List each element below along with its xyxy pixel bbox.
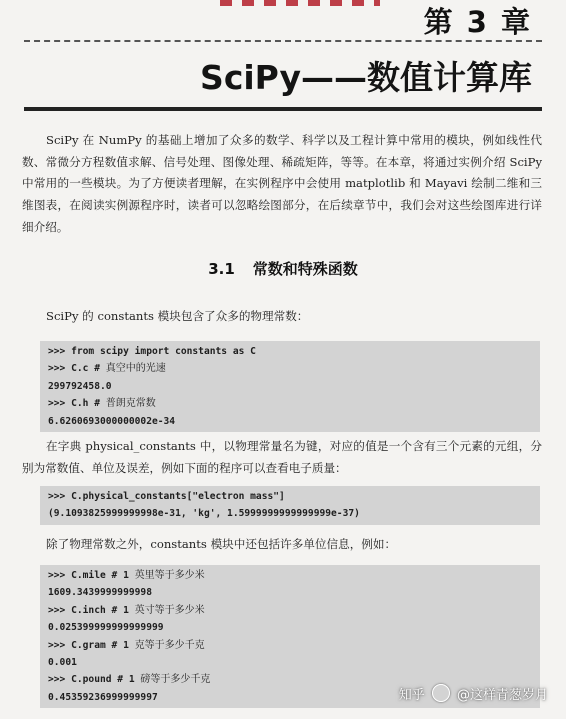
watermark: [399, 684, 548, 703]
code-line: 0.45359236999999997: [48, 691, 158, 703]
chapter-title: SciPy——数值计算库: [200, 58, 532, 97]
title-divider: [24, 107, 542, 111]
units-paragraph: 除了物理常数之外，constants 模块中还包括许多单位信息，例如：: [46, 537, 397, 551]
physical-constants-paragraph: 在字典 physical_constants 中，以物理常量名为键，对应的值是一个含有三个元素的元组，分别为常数值、单位及误差，例如下面的程序可以查看电子质量：: [22, 439, 542, 475]
intro-paragraph: SciPy 在 NumPy 的基础上增加了众多的数学、科学以及工程计算中常用的模块，例如线性代数、常微分方程数值求解、信号处理、图像处理、稀疏矩阵，等等。在本章，将通过实例介绍 SciPy 中常用的一些模块。为了方便读者理解，在实例程序中会使用 matplotlib 和 Mayavi 绘制二维和三维图表，在阅读实例源程序时，读者可以忽略绘图部分，在后续章节中，我们会对这些绘图库进行详细介绍。: [22, 133, 542, 234]
code-line: >>> C.pound # 1 磅等于多少千克: [48, 674, 211, 686]
section-heading: [0, 258, 566, 279]
code-line: 0.001: [48, 656, 77, 668]
code-line: >>> C.c # 真空中的光速: [48, 363, 166, 375]
code-line: 0.025399999999999999: [48, 622, 164, 634]
code-line: 299792458.0: [48, 380, 112, 392]
code-line: >>> C.gram # 1 克等于多少千克: [48, 639, 205, 651]
top-decoration: [220, 0, 380, 6]
code-line: >>> from scipy import constants as C: [48, 346, 256, 357]
dashed-divider: [24, 40, 542, 42]
code-line: >>> C.h # 普朗克常数: [48, 398, 156, 410]
code-block-electron-mass: [40, 486, 540, 525]
watermark-user: @这样青葱岁月: [456, 688, 548, 703]
code-block-constants: [40, 341, 540, 432]
code-line: 6.6260693000000002e-34: [48, 415, 176, 427]
section-title: 常数和特殊函数: [252, 260, 358, 278]
code-line: 1609.3439999999998: [48, 587, 152, 599]
code-line: >>> C.physical_constants["electron mass"]: [48, 491, 285, 502]
watermark-site: 知乎: [398, 688, 425, 703]
code-line: >>> C.mile # 1 英里等于多少米: [48, 570, 205, 581]
code-line: (9.1093825999999998e-31, 'kg', 1.5999999999999999e-37): [48, 508, 360, 520]
user-avatar-icon: [432, 684, 450, 702]
section-number: 3.1: [208, 260, 235, 278]
code-line: >>> C.inch # 1 英寸等于多少米: [48, 604, 205, 616]
constants-intro-paragraph: SciPy 的 constants 模块包含了众多的物理常数：: [46, 309, 309, 323]
chapter-label: 第 3 章: [423, 5, 532, 39]
